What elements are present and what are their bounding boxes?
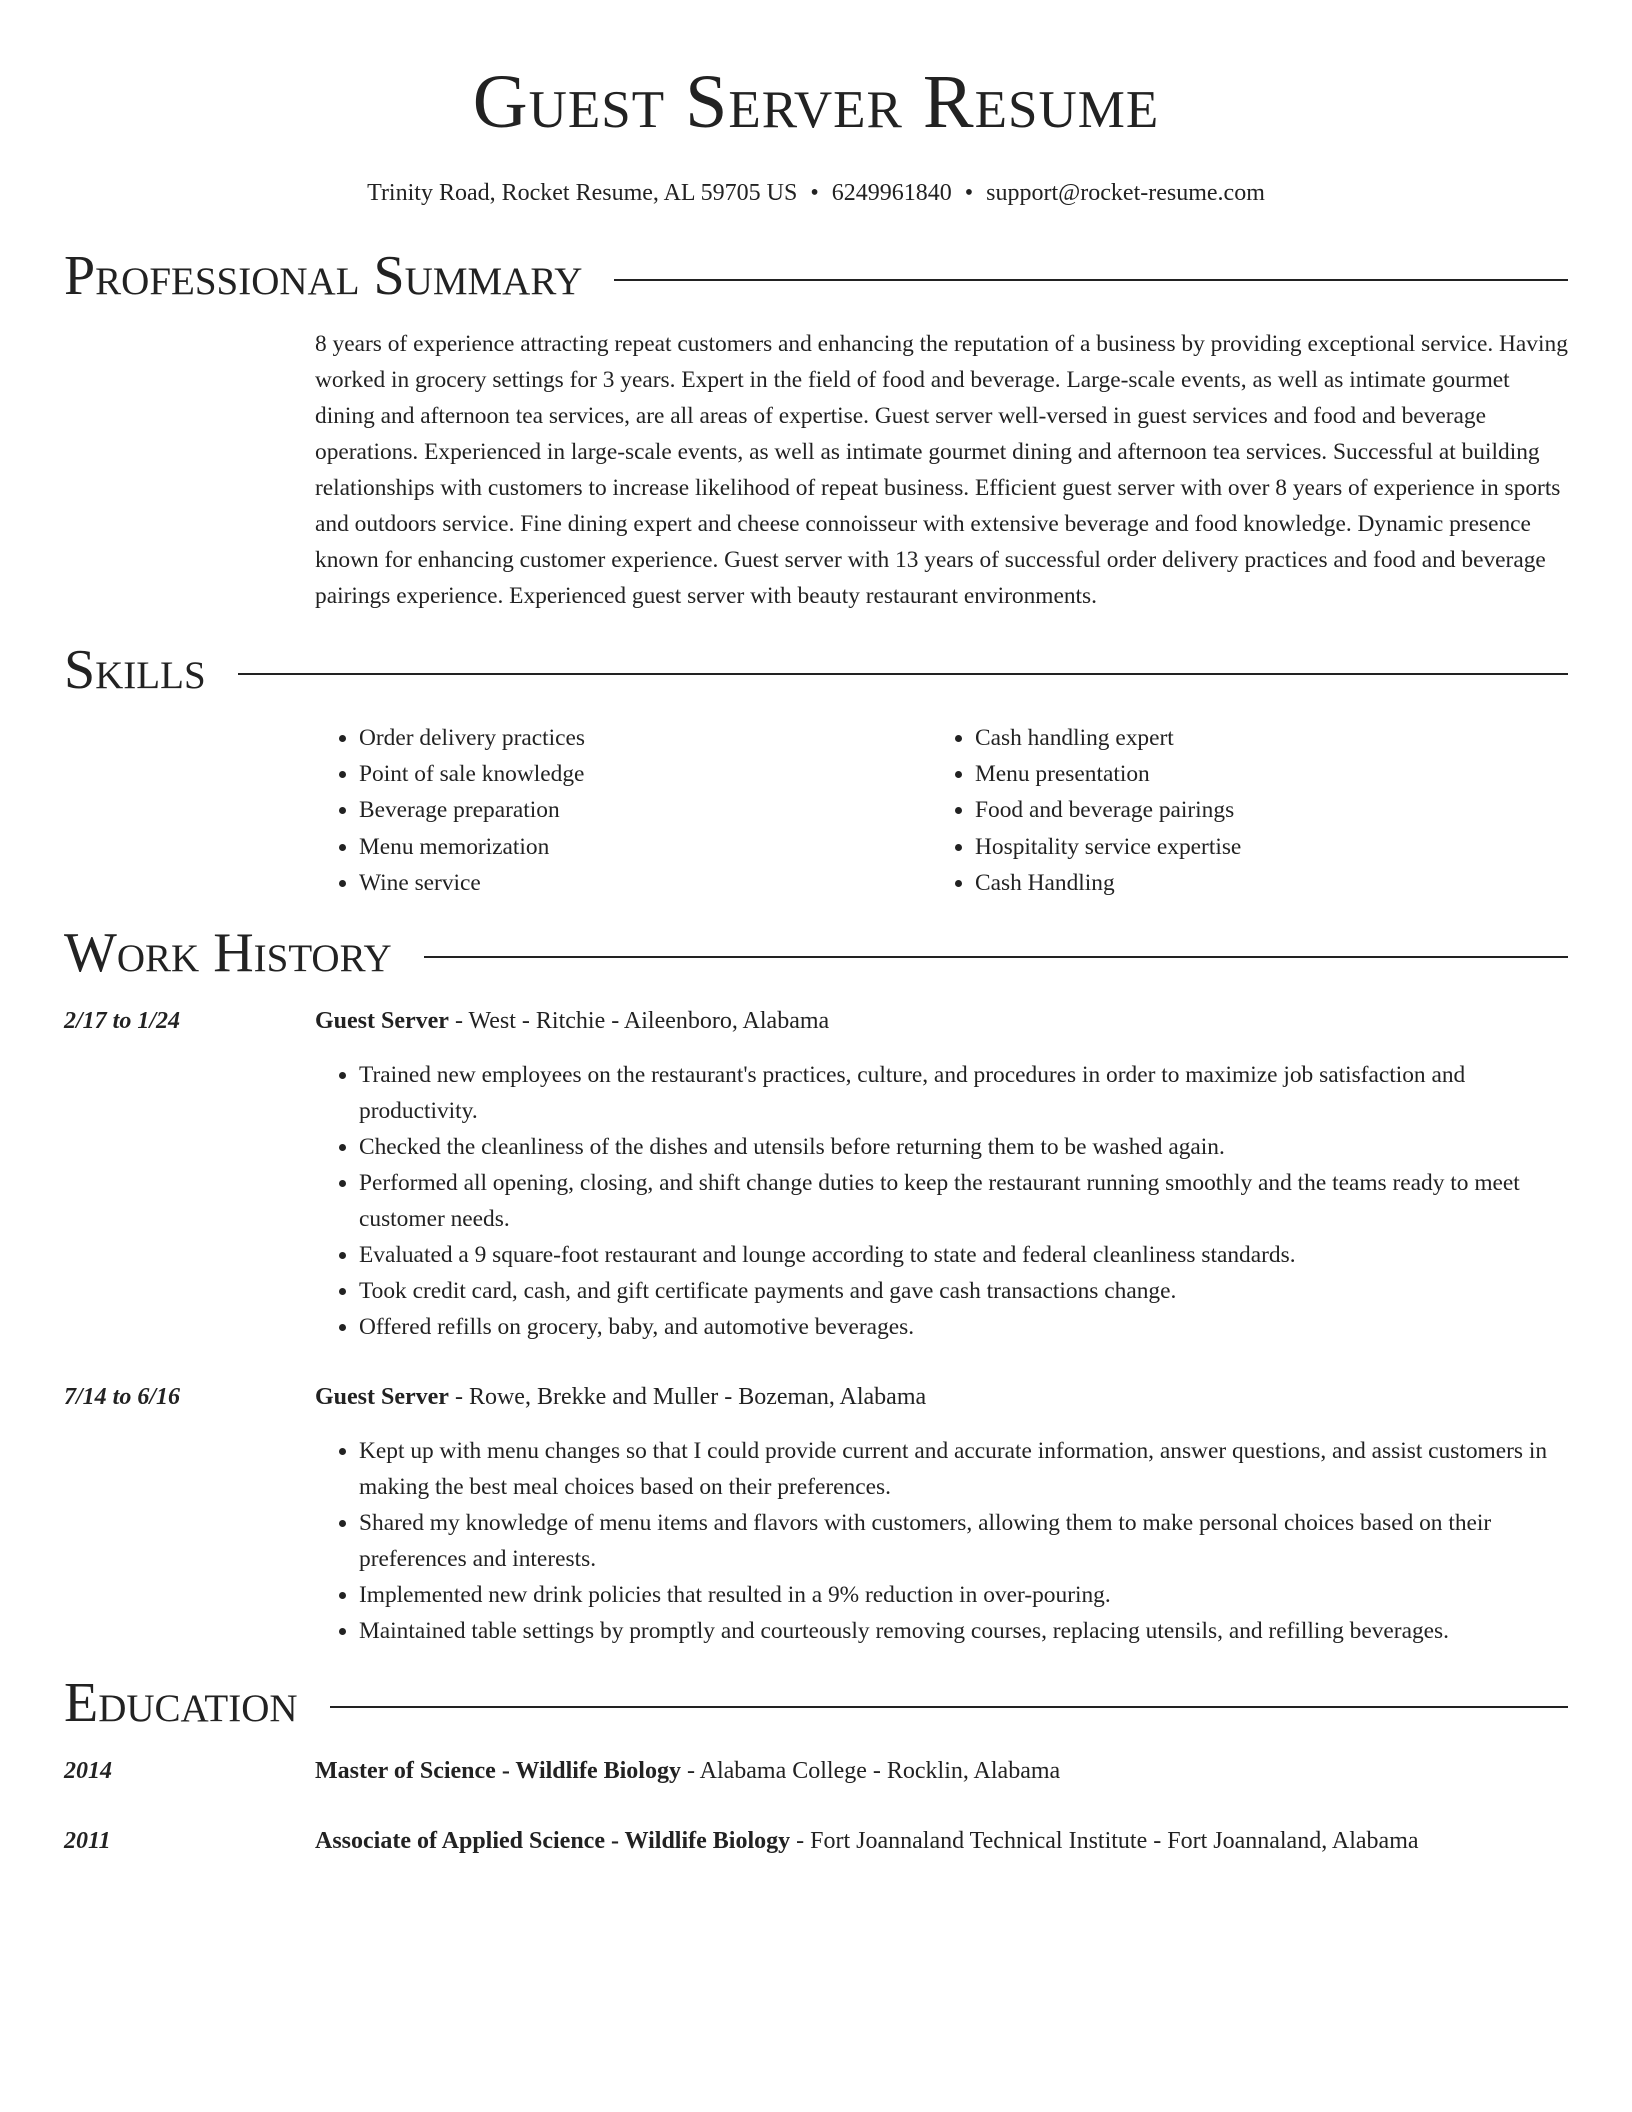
job-bullet: • Maintained table settings by promptly and courteously removing courses, replacing utensils, and refilling beverages.	[359, 1613, 1568, 1649]
job-heading	[315, 1003, 829, 1039]
skill-item: • Wine service	[359, 865, 931, 901]
contact-email: support@rocket-resume.com	[986, 180, 1265, 206]
job-bullet: • Checked the cleanliness of the dishes and utensils before returning them to be washed again.	[359, 1129, 1568, 1165]
skill-item: • Menu memorization	[359, 829, 931, 865]
skill-item: • Beverage preparation	[359, 792, 931, 828]
education-degree: Master of Science - Wildlife Biology	[315, 1758, 681, 1785]
education-details: - Alabama College - Rocklin, Alabama	[680, 1758, 1061, 1785]
contact-separator: •	[964, 180, 974, 206]
job-details: - Rowe, Brekke and Muller - Bozeman, Alabama	[448, 1384, 927, 1411]
education-heading-line	[315, 1753, 1060, 1789]
skill-item: • Food and beverage pairings	[975, 792, 1547, 828]
job-bullets	[64, 1057, 1568, 1345]
job-details: - West - Ritchie - Aileenboro, Alabama	[448, 1008, 830, 1035]
education-year: 2014	[64, 1758, 112, 1785]
skill-item: • Hospitality service expertise	[975, 829, 1547, 865]
work-heading: Work History	[64, 922, 392, 985]
summary-text: 8 years of experience attracting repeat customers and enhancing the reputation of a business by providing exceptional service. Having worked in grocery settings for 3 years. Expert in the field of food and beverage. Large-scale events, as well as intimate gourmet dining and afternoon tea services, are all areas of expertise. Guest server well-versed in guest services and food and beverage operations. Experienced in large-scale events, as well as intimate gourmet dining and afternoon tea services. Successful at building relationships with customers to increase likelihood of repeat business. Efficient guest server with over 8 years of experience in sports and outdoors service. Fine dining expert and cheese connoisseur with extensive beverage and food knowledge. Dynamic presence known for enhancing customer experience. Guest server with 13 years of successful order delivery practices and food and beverage pairings experience. Experienced guest server with beauty restaurant environments.	[315, 331, 1568, 609]
skill-item: • Order delivery practices	[359, 720, 931, 756]
education-year: 2011	[64, 1828, 111, 1855]
skill-item: • Point of sale knowledge	[359, 756, 931, 792]
skills-heading: Skills	[64, 639, 206, 701]
job-dates: 2/17 to 1/24	[64, 1008, 181, 1035]
skill-item: • Cash handling expert	[975, 720, 1547, 756]
contact-phone: 6249961840	[831, 180, 952, 206]
job-entry	[64, 1379, 1568, 1415]
job-bullet: • Performed all opening, closing, and shift change duties to keep the restaurant running smoothly and the teams ready to meet customer needs.	[359, 1165, 1568, 1237]
section-divider	[330, 1706, 1568, 1708]
job-bullet: • Offered refills on grocery, baby, and automotive beverages.	[359, 1309, 1568, 1345]
skills-column-left	[315, 720, 931, 901]
job-bullet: • Implemented new drink policies that resulted in a 9% reduction in over-pouring.	[359, 1577, 1568, 1613]
summary-heading: Professional Summary	[64, 245, 583, 307]
education-heading: Education	[64, 1672, 298, 1735]
contact-address: Trinity Road, Rocket Resume, AL 59705 US	[367, 180, 798, 206]
skill-item: • Menu presentation	[975, 756, 1547, 792]
resume-title: Guest Server Resume	[472, 60, 1160, 144]
skills-list	[315, 720, 1568, 901]
job-title: Guest Server	[315, 1384, 449, 1411]
contact-line	[64, 178, 1568, 208]
education-section-header	[64, 1671, 1568, 1735]
education-degree: Associate of Applied Science - Wildlife Biology	[315, 1828, 791, 1855]
job-heading	[315, 1379, 926, 1415]
section-divider	[238, 673, 1568, 675]
job-bullets	[64, 1433, 1568, 1649]
job-entry	[64, 1003, 1568, 1039]
skills-column-right	[931, 720, 1547, 901]
section-divider	[614, 279, 1568, 281]
skills-section-header	[64, 638, 1568, 702]
contact-separator: •	[810, 180, 819, 206]
education-details: - Fort Joannaland Technical Institute - Fort Joannaland, Alabama	[790, 1828, 1419, 1855]
education-heading-line	[315, 1823, 1419, 1859]
job-bullet: • Trained new employees on the restaurant's practices, culture, and procedures in order to maximize job satisfaction and productivity.	[359, 1057, 1568, 1129]
job-dates: 7/14 to 6/16	[64, 1384, 181, 1411]
job-bullet: • Took credit card, cash, and gift certificate payments and gave cash transactions change.	[359, 1273, 1568, 1309]
skill-item: • Cash Handling	[975, 865, 1547, 901]
work-section-header	[64, 921, 1568, 985]
resume-page	[64, 0, 1568, 1859]
education-entry	[64, 1753, 1568, 1789]
summary-section-header	[64, 244, 1568, 308]
job-bullet: • Kept up with menu changes so that I could provide current and accurate information, answer questions, and assist customers in making the best meal choices based on their preferences.	[359, 1433, 1568, 1505]
education-entry	[64, 1823, 1568, 1859]
job-title: Guest Server	[315, 1008, 449, 1035]
job-bullet: • Shared my knowledge of menu items and flavors with customers, allowing them to make personal choices based on their preferences and interests.	[359, 1505, 1568, 1577]
job-bullet: • Evaluated a 9 square-foot restaurant and lounge according to state and federal cleanliness standards.	[359, 1237, 1568, 1273]
section-divider	[424, 956, 1568, 958]
